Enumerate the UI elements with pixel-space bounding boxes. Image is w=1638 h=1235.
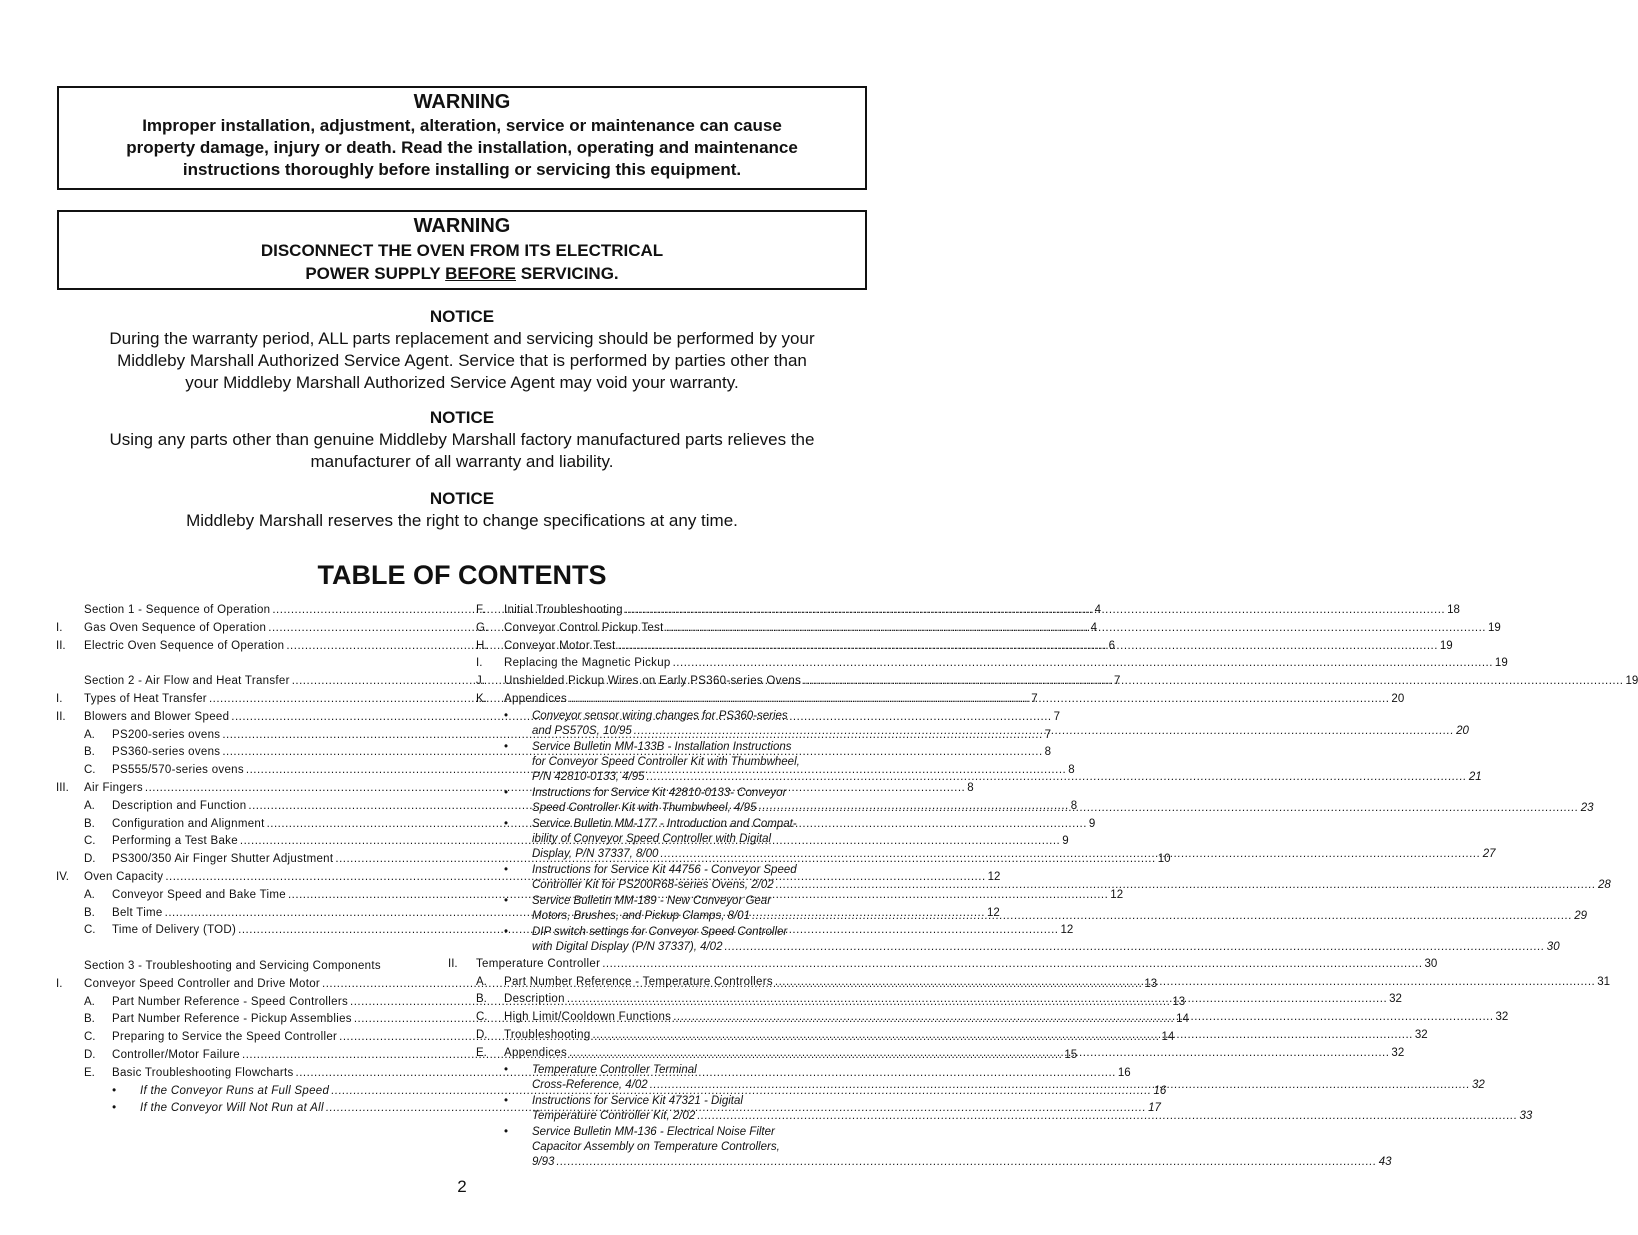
- toc-page-number: 16: [1153, 1084, 1167, 1097]
- toc-page-number: 16: [1117, 1066, 1131, 1079]
- page-number: 2: [457, 1177, 467, 1196]
- toc-page-number: 4: [1090, 621, 1097, 634]
- toc-page-number: 30: [1546, 940, 1560, 953]
- toc-entry-number: II.: [56, 639, 66, 652]
- toc-page-number: 43: [1378, 1155, 1392, 1168]
- toc-entry-text: [532, 740, 1482, 785]
- toc-entry-line: Conveyor sensor wiring changes for PS360-series: [532, 709, 788, 722]
- toc-leader-dots: [634, 724, 1454, 739]
- toc-page-number: 33: [1519, 1109, 1533, 1122]
- warning-line: Improper installation, adjustment, alteration, service or maintenance can cause: [142, 116, 782, 135]
- toc-entry-text: PS555/570-series ovens: [112, 764, 244, 777]
- toc-leader-dots: [647, 770, 1467, 785]
- toc-bullet: •: [504, 1063, 509, 1076]
- toc-entry-number: D.: [84, 1048, 96, 1061]
- warning-text-segment: POWER SUPPLY: [305, 264, 446, 283]
- toc-entry-text: Appendices: [504, 1046, 568, 1059]
- toc-entry-text: Performing a Test Bake: [112, 835, 238, 848]
- toc-leader-dots: [569, 1045, 1389, 1063]
- toc-entry-line: [532, 847, 1495, 862]
- toc-page-number: 13: [1172, 995, 1186, 1008]
- toc-page-number: 29: [1574, 909, 1588, 922]
- toc-entry-line: [532, 940, 1560, 955]
- toc-leader-dots: [556, 1155, 1376, 1170]
- toc-entry-text: Controller/Motor Failure: [112, 1048, 240, 1061]
- toc-entry-text: Section 1 - Sequence of Operation: [84, 604, 271, 616]
- toc-entry-number: I.: [56, 692, 63, 705]
- toc-entry-line-text: P/N 42810-0133, 4/95: [532, 770, 645, 783]
- toc-spacer: [56, 940, 447, 958]
- toc-entry-text: Appendices: [504, 692, 568, 705]
- toc-page-number: 23: [1580, 801, 1594, 814]
- toc-page-number: 32: [1495, 1011, 1509, 1024]
- toc-entry-text: Section 2 - Air Flow and Heat Transfer: [84, 675, 290, 688]
- warning-box-disconnect: [57, 210, 867, 290]
- toc-entry-line: [532, 724, 1469, 739]
- toc-leader-dots: [775, 974, 1595, 992]
- toc-leader-dots: [752, 909, 1572, 924]
- warning-box-installation: [57, 86, 867, 190]
- toc-title: TABLE OF CONTENTS: [317, 560, 607, 590]
- toc-entry-line: [532, 770, 1482, 785]
- toc-page-number: 14: [1176, 1013, 1189, 1026]
- toc-entry-text: If the Conveyor Runs at Full Speed: [140, 1084, 330, 1097]
- toc-entry-number: E.: [84, 1066, 95, 1079]
- toc-leader-dots: [724, 940, 1544, 955]
- toc-bullet-entry: [476, 740, 1482, 785]
- toc-entry: [476, 655, 1508, 673]
- toc-entry-line-text: Speed Controller Kit with Thumbwheel, 4/95: [532, 801, 757, 814]
- toc-entry: [476, 638, 1453, 656]
- toc-leader-dots: [666, 620, 1486, 638]
- notice-genuine-parts: [57, 407, 867, 473]
- toc-entry-number: D.: [476, 1028, 488, 1041]
- toc-entry-line: [532, 1109, 1532, 1124]
- toc-bullet: •: [504, 863, 509, 876]
- toc-entry-number: I.: [56, 977, 63, 990]
- toc-page-number: 15: [1064, 1048, 1078, 1061]
- toc-page-number: 31: [1597, 975, 1611, 988]
- toc-spacer: [56, 655, 447, 673]
- toc-entry-text: Part Number Reference - Speed Controllers: [112, 995, 349, 1008]
- toc-bullet-entry: [476, 894, 1588, 924]
- toc-entry-text: Description: [504, 993, 565, 1006]
- toc-leader-dots: [567, 991, 1387, 1009]
- toc-page-number: 8: [967, 781, 974, 794]
- toc-entry-text: Air Fingers: [84, 781, 143, 794]
- toc-entry-number: A.: [476, 975, 487, 988]
- toc-entry-text: PS360-series ovens: [112, 746, 221, 759]
- toc-page-number: 12: [986, 906, 1000, 919]
- toc-bullet: •: [504, 894, 509, 907]
- toc-page-number: 19: [1625, 675, 1638, 688]
- toc-entry-number: B.: [84, 1013, 95, 1026]
- toc-leader-dots: [673, 655, 1493, 673]
- toc-entry-line: Instructions for Service Kit 42810-0133- Conveyor: [532, 786, 787, 799]
- toc-entry-text: Belt Time: [112, 906, 163, 919]
- toc-entry: [476, 602, 1460, 620]
- warning-emphasis: BEFORE: [445, 264, 516, 283]
- toc-entry-text: [532, 817, 1495, 862]
- toc-entry: [448, 956, 1438, 974]
- toc-entry-text: Configuration and Alignment: [112, 817, 265, 830]
- notice-line: Middleby Marshall reserves the right to change specifications at any time.: [186, 511, 738, 530]
- toc-entry-line: Capacitor Assembly on Temperature Controllers,: [532, 1140, 780, 1153]
- toc-bullet: •: [504, 709, 509, 722]
- toc-page-number: 28: [1597, 878, 1611, 891]
- toc-entry-number: B.: [84, 746, 95, 759]
- toc-entry-number: E.: [476, 1046, 487, 1059]
- toc-leader-dots: [569, 691, 1389, 709]
- toc-entry-text: Conveyor Control Pickup Test: [504, 621, 664, 634]
- toc-entry-number: H.: [476, 639, 488, 652]
- notice-line: During the warranty period, ALL parts replacement and servicing should be performed by your: [109, 329, 815, 348]
- toc-entry-text: [532, 894, 1587, 924]
- toc-entry-text: Part Number Reference - Temperature Controllers: [504, 975, 773, 988]
- toc-entry-line-text: Temperature Controller Kit, 2/02: [532, 1109, 696, 1122]
- toc-bullet: •: [504, 740, 509, 753]
- toc-bullet: •: [504, 786, 509, 799]
- toc-entry-text: Basic Troubleshooting Flowcharts: [112, 1066, 294, 1079]
- toc-page-number: 6: [1108, 639, 1116, 652]
- toc-entry: [476, 673, 1638, 691]
- toc-entry: [56, 958, 447, 976]
- toc-entry-number: A.: [84, 799, 95, 812]
- toc-bullet: •: [504, 1125, 509, 1138]
- toc-entry-number: II.: [448, 957, 458, 970]
- notice-line: Middleby Marshall Authorized Service Agent. Service that is performed by parties other than: [117, 351, 807, 370]
- toc-entry-text: Time of Delivery (TOD): [112, 924, 237, 937]
- toc-entry-text: If the Conveyor Will Not Run at All: [140, 1102, 324, 1115]
- toc-page-number: 7: [1114, 675, 1121, 688]
- warning-title: WARNING: [413, 91, 511, 113]
- toc-entry-number: K.: [476, 692, 487, 705]
- toc-leader-dots: [776, 878, 1596, 893]
- toc-entry-line: DIP switch settings for Conveyor Speed Controller: [532, 925, 788, 938]
- toc-entry-text: [532, 1125, 1392, 1170]
- toc-entry-line-text: Controller Kit for PS200R68-series Ovens, 2/02: [532, 878, 774, 891]
- toc-page-number: 7: [1053, 710, 1060, 723]
- notice-title: NOTICE: [429, 307, 495, 326]
- toc-entry-line: Instructions for Service Kit 47321 - Digital: [532, 1094, 743, 1107]
- toc-page-number: 21: [1468, 770, 1482, 783]
- toc-page-number: 20: [1391, 692, 1405, 705]
- toc-entry-text: Types of Heat Transfer: [84, 692, 207, 705]
- toc-entry-line-text: with Digital Display (P/N 37337), 4/02: [532, 940, 723, 953]
- toc-page-number: 10: [1157, 853, 1171, 866]
- toc-entry-text: Conveyor Motor Test: [504, 639, 616, 652]
- warning-line: instructions thoroughly before installing or servicing this equipment.: [182, 160, 742, 179]
- notice-warranty-service: [57, 306, 867, 394]
- toc-entry-line-text: and PS570S, 10/95: [532, 724, 632, 737]
- toc-page-number: 32: [1391, 1046, 1405, 1059]
- toc-entry-number: I.: [476, 657, 483, 670]
- toc-entry-text: PS300/350 Air Finger Shutter Adjustment: [112, 853, 334, 866]
- toc-entry-line: Instructions for Service Kit 44756 - Conveyor Speed: [532, 863, 797, 876]
- toc-entry-text: Electric Oven Sequence of Operation: [84, 639, 285, 652]
- toc-page-number: 7: [1031, 692, 1038, 705]
- notice-line: Using any parts other than genuine Middleby Marshall factory manufactured parts relieves the: [109, 430, 815, 449]
- toc-page-number: 12: [1110, 888, 1124, 901]
- toc-entry-text: Preparing to Service the Speed Controller: [112, 1031, 338, 1044]
- toc-entry-number: C.: [84, 835, 96, 848]
- toc-entry-text: Description and Function: [112, 799, 247, 812]
- toc-entry-number: II.: [56, 710, 66, 723]
- toc-entry-number: IV.: [56, 870, 70, 883]
- toc-entry-text: [532, 863, 1611, 893]
- toc-entry-line: Service Bulletin MM-133B - Installation Instructions: [532, 740, 792, 753]
- toc-entry-number: •: [112, 1084, 117, 1097]
- toc-entry-text: Replacing the Magnetic Pickup: [504, 657, 671, 670]
- toc-page-number: 19: [1439, 639, 1453, 652]
- toc-entry-line: [532, 909, 1587, 924]
- toc-entry-number: F.: [476, 604, 485, 616]
- warning-line: DISCONNECT THE OVEN FROM ITS ELECTRICAL: [260, 241, 664, 260]
- toc-leader-dots: [650, 1078, 1470, 1093]
- toc-page-number: 32: [1389, 993, 1402, 1006]
- toc-entry-text: [532, 925, 1560, 955]
- toc-leader-dots: [625, 602, 1445, 620]
- toc-page-number: 19: [1494, 657, 1508, 670]
- toc-page-number: 4: [1094, 604, 1102, 616]
- toc-page-number: 32: [1414, 1028, 1428, 1041]
- toc-page-number: 9: [1062, 835, 1069, 848]
- toc-entry-line-text: Display, P/N 37337, 8/00: [532, 847, 659, 860]
- toc-entry-text: [532, 709, 1469, 739]
- toc-entry: [476, 691, 1405, 709]
- toc-entry-number: •: [112, 1102, 117, 1115]
- toc-entry-text: High Limit/Cooldown Functions: [504, 1011, 672, 1024]
- toc-entry-text: Initial Troubleshooting: [504, 604, 623, 616]
- toc-entry-number: J.: [476, 675, 485, 688]
- toc-page-number: 8: [1044, 746, 1052, 759]
- toc-entry-line-text: Cross-Reference, 4/02: [532, 1078, 648, 1091]
- toc-page-number: 27: [1482, 847, 1496, 860]
- warning-line: [59, 262, 865, 285]
- toc-entry: [476, 620, 1501, 638]
- toc-bullet-entry: [476, 786, 1594, 816]
- toc-page-number: 32: [1472, 1078, 1485, 1091]
- toc-entry-line: Temperature Controller Terminal: [532, 1063, 697, 1076]
- toc-entry-number: G.: [476, 621, 489, 634]
- toc-entry-text: Temperature Controller: [476, 957, 601, 970]
- notice-line: your Middleby Marshall Authorized Service Agent may void your warranty.: [185, 373, 739, 392]
- toc-entry-line: ibility of Conveyor Speed Controller with Digital: [532, 832, 772, 845]
- toc-entry-number: C.: [84, 924, 96, 937]
- toc-entry-line: [532, 801, 1593, 816]
- toc-page-number: 20: [1456, 724, 1469, 737]
- notice-specifications: [57, 488, 867, 532]
- toc-entry-text: Troubleshooting: [504, 1028, 591, 1041]
- toc-entry-text: Oven Capacity: [84, 870, 164, 883]
- toc-bullet-entry: [476, 709, 1469, 739]
- toc-bullet: •: [504, 817, 509, 830]
- toc-entry-number: B.: [84, 817, 95, 830]
- toc-leader-dots: [602, 956, 1422, 974]
- toc-entry-text: [532, 1094, 1532, 1124]
- toc-entry-line: Service Bulletin MM-177 - Introduction and Compat-: [532, 817, 797, 830]
- notice-title: NOTICE: [429, 489, 495, 508]
- toc-entry-text: Unshielded Pickup Wires on Early PS360-series Ovens: [504, 675, 802, 688]
- toc-entry-number: B.: [84, 906, 95, 919]
- toc-leader-dots: [593, 1027, 1413, 1045]
- toc-entry-line: [532, 1078, 1485, 1093]
- toc-page-number: 30: [1424, 957, 1438, 970]
- toc-entry-text: PS200-series ovens: [112, 728, 221, 741]
- toc-page-number: 8: [1068, 764, 1075, 777]
- warning-text-segment: SERVICING.: [516, 264, 619, 283]
- toc-entry-text: Section 3 - Troubleshooting and Servicing Components: [84, 959, 381, 972]
- toc-entry-text: Blowers and Blower Speed: [84, 710, 230, 723]
- toc-bullet: •: [504, 925, 509, 938]
- toc-entry-line: [532, 878, 1611, 893]
- toc-bullet-entry: [476, 1125, 1392, 1170]
- toc-entry-line: for Conveyor Speed Controller Kit with Thumbwheel,: [532, 755, 800, 768]
- toc-leader-dots: [618, 638, 1438, 656]
- toc-entry-number: A.: [84, 888, 95, 901]
- warning-text: [59, 239, 865, 285]
- toc-entry-text: Conveyor Speed and Bake Time: [112, 888, 286, 901]
- toc-entry-number: I.: [56, 621, 63, 634]
- toc-bullet: •: [504, 1094, 509, 1107]
- toc-entry-text: Conveyor Speed Controller and Drive Motor: [84, 977, 321, 990]
- toc-entry-number: III.: [56, 781, 69, 794]
- toc-page-number: 8: [1070, 799, 1078, 812]
- toc-entry-number: C.: [84, 764, 96, 777]
- toc-leader-dots: [758, 801, 1578, 816]
- toc-entry-line-text: 9/93: [532, 1155, 555, 1168]
- toc-entry-text: Part Number Reference - Pickup Assemblies: [112, 1013, 352, 1026]
- warning-title: WARNING: [413, 215, 511, 237]
- toc-leader-dots: [697, 1109, 1517, 1124]
- toc-entry-number: C.: [476, 1011, 488, 1024]
- toc-page-number: 18: [1447, 604, 1460, 616]
- toc-entry-line: Service Bulletin MM-136 - Electrical Noise Filter: [532, 1125, 775, 1138]
- notice-line: manufacturer of all warranty and liability.: [310, 452, 614, 471]
- toc-leader-dots: [803, 673, 1623, 691]
- toc-entry-number: D.: [84, 853, 96, 866]
- toc-entry-number: A.: [84, 995, 95, 1008]
- toc-entry-line: [532, 1155, 1392, 1170]
- toc-page-number: 17: [1148, 1102, 1161, 1115]
- toc-leader-dots: [673, 1009, 1493, 1027]
- warning-text: [59, 115, 865, 181]
- toc-entry-number: B.: [476, 993, 487, 1006]
- toc-page-number: 7: [1044, 728, 1052, 741]
- toc-entry-text: [532, 786, 1593, 816]
- warning-line: property damage, injury or death. Read the installation, operating and maintenance: [126, 138, 798, 157]
- toc-entry-line-text: Motors, Brushes, and Pickup Clamps, 8/01: [532, 909, 750, 922]
- toc-entry-line: Service Bulletin MM-189 - New Conveyor Gear: [532, 894, 772, 907]
- toc-leader-dots: [660, 847, 1480, 862]
- toc-page-number: 12: [987, 870, 1001, 883]
- toc-page-number: 12: [1060, 924, 1074, 937]
- toc-page-number: 19: [1488, 621, 1501, 634]
- toc-page-number: 9: [1088, 817, 1096, 830]
- toc-entry-number: C.: [84, 1031, 96, 1044]
- toc-page-number: 13: [1144, 977, 1158, 990]
- notice-title: NOTICE: [429, 408, 495, 427]
- toc-entry-number: A.: [84, 728, 95, 741]
- toc-page-number: 14: [1161, 1031, 1175, 1044]
- toc-entry-text: Gas Oven Sequence of Operation: [84, 621, 267, 634]
- toc-entry-text: [532, 1063, 1485, 1093]
